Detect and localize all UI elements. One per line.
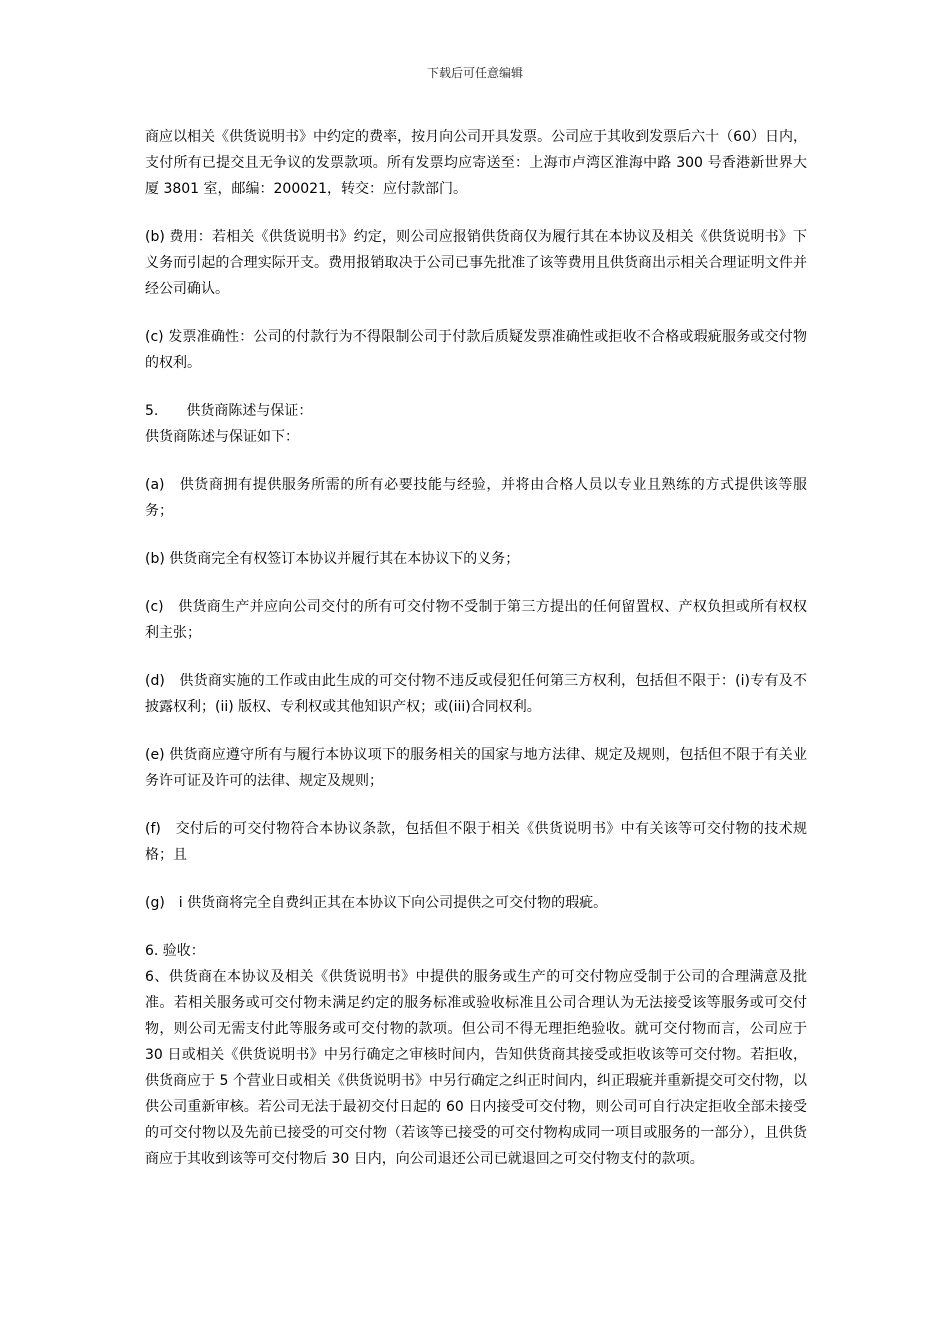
page-header: 下载后可任意编辑	[426, 66, 523, 80]
warranty-f: (f) 交付后的可交付物符合本协议条款，包括但不限于相关《供货说明书》中有关该等可交付物的技术规格；且	[145, 821, 807, 863]
paragraph-invoice: 商应以相关《供货说明书》中约定的费率，按月向公司开具发票。公司应于其收到发票后六十（60）日内，支付所有已提交且无争议的发票款项。所有发票均应寄送至：上海市卢湾区淮海中路 300 号香港新世界大厦 3801 室，邮编：200021，转交：应付款部门。	[145, 129, 807, 197]
section-5-intro: 供货商陈述与保证如下：	[145, 429, 299, 445]
warranty-g: (g) i 供货商将完全自费纠正其在本协议下向公司提供之可交付物的瑕疵。	[145, 895, 608, 911]
section-6-heading: 6. 验收：	[145, 943, 205, 959]
warranty-a: (a) 供货商拥有提供服务所需的所有必要技能与经验，并将由合格人员以专业且熟练的方式提供该等服务；	[145, 477, 807, 519]
section-6-body: 6、供货商在本协议及相关《供货说明书》中提供的服务或生产的可交付物应受制于公司的合理满意及批准。若相关服务或可交付物未满足约定的服务标准或验收标准且公司合理认为无法接受该等服务或可交付物，则公司无需支付此等服务或可交付物的款项。但公司不得无理拒绝验收。就可交付物而言，公司应于 30 日或相关《供货说明书》中另行确定之审核时间内，告知供货商其接受或拒收该等可交付物。若拒收，供货商应于 5 个营业日或相关《供货说明书》中另行确定之纠正时间内，纠正瑕疵并重新提交可交付物，以供公司重新审核。若公司无法于最初交付日起的 60 日内接受可交付物，则公司可自行决定拒收全部未接受的可交付物以及先前已接受的可交付物（若该等已接受的可交付物构成同一项目或服务的一部分），且供货商应于其收到该等可交付物后 30 日内，向公司退还公司已就退回之可交付物支付的款项。	[145, 969, 807, 1167]
paragraph-invoice-accuracy: (c) 发票准确性：公司的付款行为不得限制公司于付款后质疑发票准确性或拒收不合格或瑕疵服务或交付物的权利。	[145, 329, 807, 371]
paragraph-expenses: (b) 费用：若相关《供货说明书》约定，则公司应报销供货商仅为履行其在本协议及相关《供货说明书》下义务而引起的合理实际开支。费用报销取决于公司已事先批准了该等费用且供货商出示相关合理证明文件并经公司确认。	[145, 229, 807, 297]
section-5-heading: 5. 供货商陈述与保证：	[145, 403, 313, 419]
warranty-b: (b) 供货商完全有权签订本协议并履行其在本协议下的义务；	[145, 551, 520, 567]
warranty-d: (d) 供货商实施的工作或由此生成的可交付物不违反或侵犯任何第三方权利，包括但不限于：(i)专有及不披露权利；(ii) 版权、专利权或其他知识产权；或(iii)合同权利。	[145, 673, 807, 715]
warranty-c: (c) 供货商生产并应向公司交付的所有可交付物不受制于第三方提出的任何留置权、产权负担或所有权权利主张；	[145, 599, 807, 641]
warranty-e: (e) 供货商应遵守所有与履行本协议项下的服务相关的国家与地方法律、规定及规则，包括但不限于有关业务许可证及许可的法律、规定及规则；	[145, 747, 807, 789]
document-body	[145, 124, 807, 1194]
